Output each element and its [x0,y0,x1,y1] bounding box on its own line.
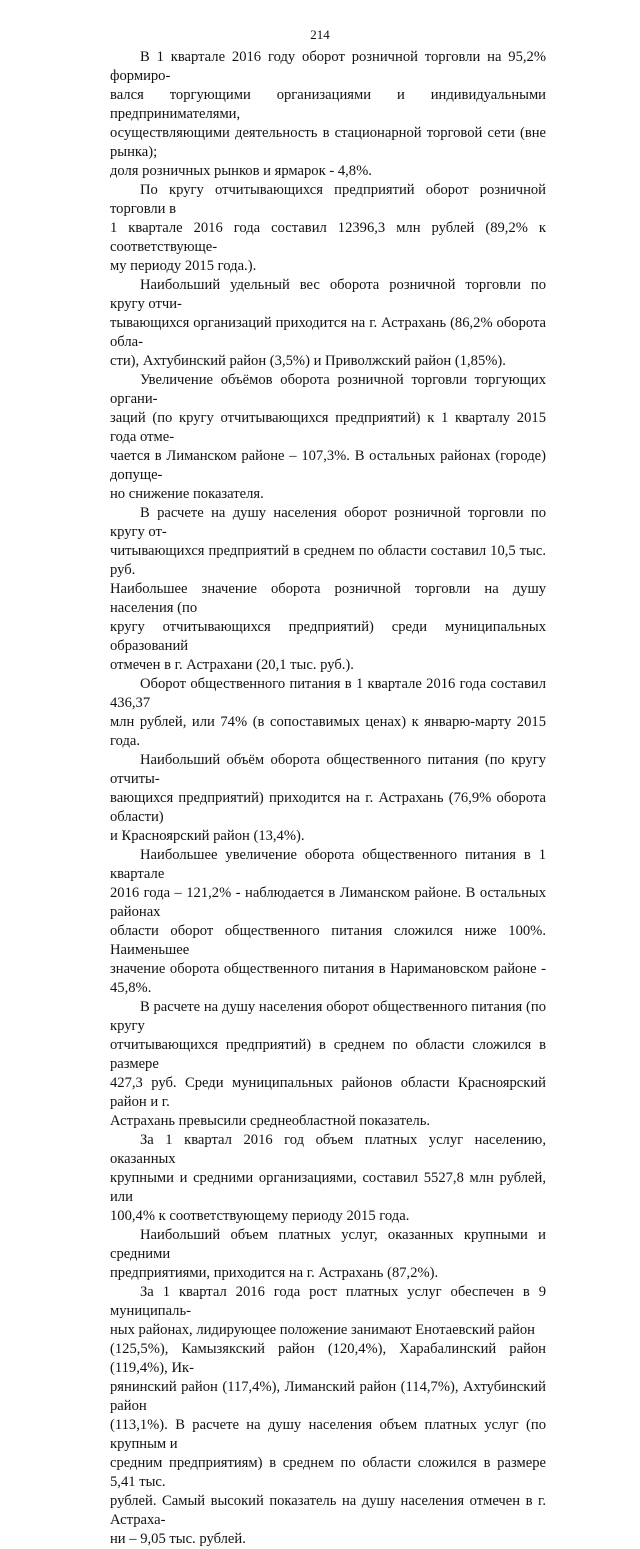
paragraph-catering-share: Наибольший объём оборота общественного питания (по кругу отчиты- вающихся предприятий) приходится на г. Астрахань (76,9% оборота области) и Красноярский район (13,4%). [110,752,546,844]
page-number: 214 [310,27,330,42]
paragraph-retail-per-capita: В расчете на душу населения оборот розничной торговли по кругу от- читывающихся предприятий в среднем по области составил 10,5 тыс. руб. Наибольшее значение оборота розничной торговли на душу населения (по кругу отчитывающихся предприятий) среди муниципальных образований отмечен в г. Астрахани (20,1 тыс. руб.). [110,505,546,673]
paragraph-paid-services-growth: За 1 квартал 2016 года рост платных услуг обеспечен в 9 муниципаль- ных районах, лидирующее положение занимают Енотаевский район (125,5%), Камызякский район (120,4%), Харабалинский район (119,4%), Ик- рянинский район (117,4%), Лиманский район (114,7%), Ахтубинский район (113,1%). В расчете на душу населения объем платных услуг (по крупным и средним предприятиям) в среднем по области сложился в размере 5,41 тыс. рублей. Самый высокий показатель на душу населения отмечен в г. Астраха- ни – 9,05 тыс. рублей. [110,1284,546,1547]
paragraph-catering-turnover: Оборот общественного питания в 1 квартале 2016 года составил 436,37 млн рублей, или 74% (в сопоставимых ценах) к январю-марту 2015 года. [110,676,546,749]
document-body [110,48,546,1549]
paragraph-retail-turnover: По кругу отчитывающихся предприятий оборот розничной торговли в 1 квартале 2016 года составил 12396,3 млн рублей (89,2% к соответствующе- му периоду 2015 года.). [110,182,546,274]
paragraph-paid-services-share: Наибольший объем платных услуг, оказанных крупными и средними предприятиями, приходится на г. Астрахань (87,2%). [110,1227,546,1281]
paragraph-catering-growth: Наибольшее увеличение оборота общественного питания в 1 квартале 2016 года – 121,2% - наблюдается в Лиманском районе. В остальных районах области оборот общественного питания сложился ниже 100%. Наименьшее значение оборота общественного питания в Наримановском районе - 45,8%. [110,847,546,996]
paragraph-paid-services-volume: За 1 квартал 2016 год объем платных услуг населению, оказанных крупными и средними организациями, составил 5527,8 млн рублей, или 100,4% к соответствующему периоду 2015 года. [110,1132,546,1224]
paragraph-catering-per-capita: В расчете на душу населения оборот общественного питания (по кругу отчитывающихся предприятий) в среднем по области сложился в размере 427,3 руб. Среди муниципальных районов области Красноярский район и г. Астрахань превысили среднеобластной показатель. [110,999,546,1129]
paragraph-retail-growth: Увеличение объёмов оборота розничной торговли торгующих органи- заций (по кругу отчитывающихся предприятий) к 1 кварталу 2015 года отме- чается в Лиманском районе – 107,3%. В остальных районах (городе) допуще- но снижение показателя. [110,372,546,502]
paragraph-retail-structure: В 1 квартале 2016 году оборот розничной торговли на 95,2% формиро- вался торгующими организациями и индивидуальными предпринимателями, осуществляющими деятельность в стационарной торговой сети (вне рынка); доля розничных рынков и ярмарок - 4,8%. [110,49,546,179]
paragraph-retail-share: Наибольший удельный вес оборота розничной торговли по кругу отчи- тывающихся организаций приходится на г. Астрахань (86,2% оборота обла- сти), Ахтубинский район (3,5%) и Приволжский район (1,85%). [110,277,546,369]
